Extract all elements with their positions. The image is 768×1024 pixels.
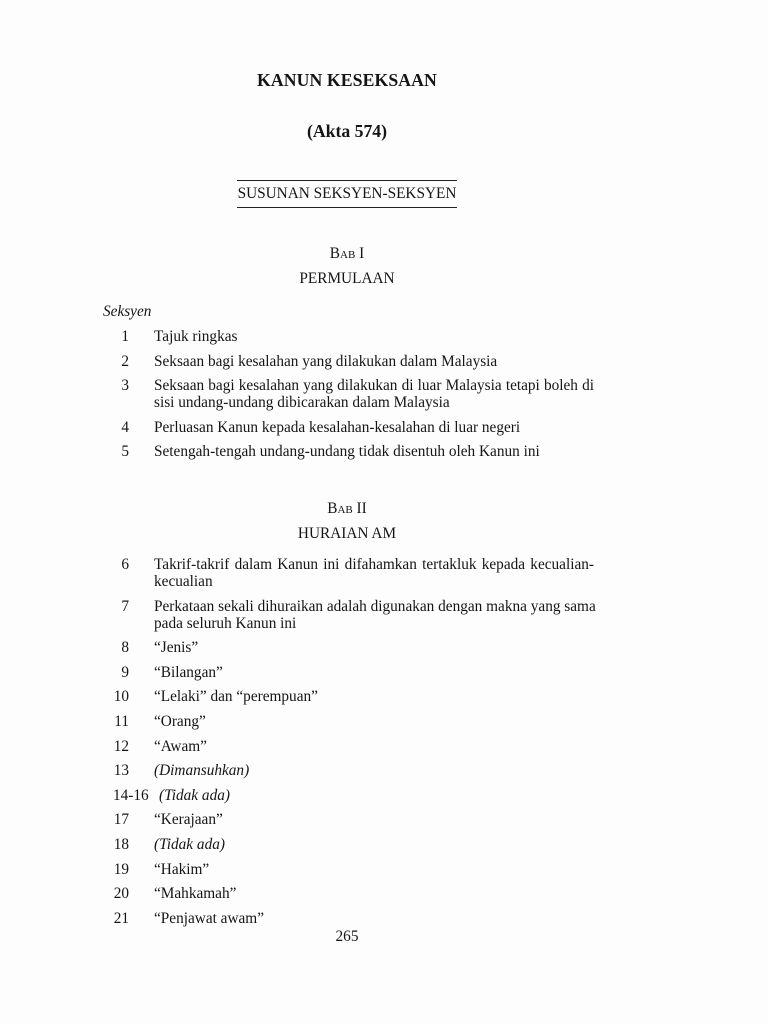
section-title-line: (Dimansuhkan) — [154, 762, 250, 780]
section-row — [0, 713, 768, 730]
section-title — [154, 556, 594, 590]
section-title-line: Setengah-tengah undang-undang tidak disentuh oleh Kanun ini — [154, 443, 540, 461]
section-title — [154, 811, 594, 828]
section-title-line: Perkataan sekali dihuraikan adalah digunakan dengan makna yang sama — [154, 597, 596, 615]
section-title — [154, 836, 594, 853]
section-title — [159, 787, 599, 804]
section-title-line: “Lelaki” dan “perempuan” — [154, 688, 318, 706]
section-row — [0, 443, 768, 460]
section-title-line: “Hakim” — [154, 860, 210, 878]
section-row — [0, 377, 768, 411]
section-row — [0, 885, 768, 902]
section-title — [154, 885, 594, 902]
section-number: 8 — [121, 639, 129, 657]
section-title-line: kecualian — [154, 573, 213, 590]
section-title-line: Tajuk ringkas — [154, 328, 238, 345]
section-title-line: “Mahkamah” — [154, 885, 237, 903]
section-title — [154, 443, 594, 460]
arrangement-heading: SUSUNAN SEKSYEN-SEKSYEN — [237, 185, 457, 202]
section-title-line: “Orang” — [154, 712, 206, 730]
section-title — [154, 639, 594, 656]
section-row — [0, 598, 768, 632]
section-title-line: “Bilangan” — [154, 663, 223, 681]
section-title-line: pada seluruh Kanun ini — [154, 614, 297, 632]
section-title-line: Seksaan bagi kesalahan yang dilakukan di luar Malaysia tetapi boleh di — [154, 377, 594, 395]
section-row — [0, 762, 768, 779]
section-row — [0, 836, 768, 853]
section-title-line: “Penjawat awam” — [154, 909, 264, 927]
section-number: 11 — [114, 712, 129, 730]
section-title — [154, 688, 594, 705]
section-title — [154, 419, 594, 436]
section-number: 7 — [121, 597, 129, 615]
section-title-line: sisi undang-undang dibicarakan dalam Malaysia — [154, 394, 450, 412]
section-row — [0, 688, 768, 705]
section-title-line: (Tidak ada) — [159, 786, 230, 804]
part-heading: PERMULAAN — [299, 270, 395, 287]
section-row — [0, 556, 768, 590]
document-title: KANUN KESEKSAAN — [257, 70, 437, 90]
section-row — [0, 861, 768, 878]
section-number: 10 — [113, 688, 129, 706]
section-number: 4 — [121, 418, 129, 436]
section-title — [154, 598, 594, 632]
section-list — [0, 328, 768, 468]
section-number: 18 — [113, 835, 129, 853]
section-title-line: “Awam” — [154, 737, 207, 755]
section-title-line: “Jenis” — [154, 639, 199, 657]
section-title — [154, 738, 594, 755]
rule-bottom — [237, 207, 457, 208]
section-number: 5 — [121, 443, 129, 461]
section-row — [0, 787, 768, 804]
page-number: 265 — [335, 928, 359, 945]
section-number: 6 — [121, 556, 129, 573]
section-row — [0, 639, 768, 656]
act-number: (Akta 574) — [306, 121, 388, 141]
section-number: 19 — [113, 860, 129, 878]
section-title — [154, 861, 594, 878]
section-title-line: Perluasan Kanun kepada kesalahan-kesalahan di luar negeri — [154, 418, 521, 436]
section-title — [154, 713, 594, 730]
section-title-line: Takrif-takrif dalam Kanun ini difahamkan tertakluk kepada kecualian- — [154, 556, 594, 573]
section-title — [154, 328, 594, 345]
section-row — [0, 328, 768, 345]
part-label: Bab II — [327, 500, 367, 517]
part-heading: HURAIAN AM — [297, 525, 397, 542]
section-row — [0, 811, 768, 828]
section-list — [0, 556, 768, 934]
section-number: 9 — [121, 663, 129, 681]
section-number: 3 — [121, 377, 129, 395]
section-number: 1 — [121, 328, 129, 345]
section-title — [154, 762, 594, 779]
section-number: 13 — [113, 762, 129, 780]
section-row — [0, 419, 768, 436]
section-row — [0, 664, 768, 681]
section-number: 17 — [113, 811, 129, 829]
section-title-line: Seksaan bagi kesalahan yang dilakukan dalam Malaysia — [154, 352, 498, 370]
section-row — [0, 910, 768, 927]
section-row — [0, 738, 768, 755]
section-title-line: “Kerajaan” — [154, 811, 223, 829]
rule-top — [237, 180, 457, 181]
section-title — [154, 353, 594, 370]
part-label: Bab I — [329, 245, 365, 262]
section-number: 14-16 — [113, 786, 149, 804]
section-row — [0, 353, 768, 370]
section-number: 21 — [113, 909, 129, 927]
section-title — [154, 910, 594, 927]
section-title-line: (Tidak ada) — [154, 835, 225, 853]
section-column-label: Seksyen — [103, 303, 152, 320]
section-number: 20 — [113, 885, 129, 903]
section-title — [154, 377, 594, 411]
section-title — [154, 664, 594, 681]
section-number: 2 — [121, 352, 129, 370]
section-number: 12 — [113, 737, 129, 755]
